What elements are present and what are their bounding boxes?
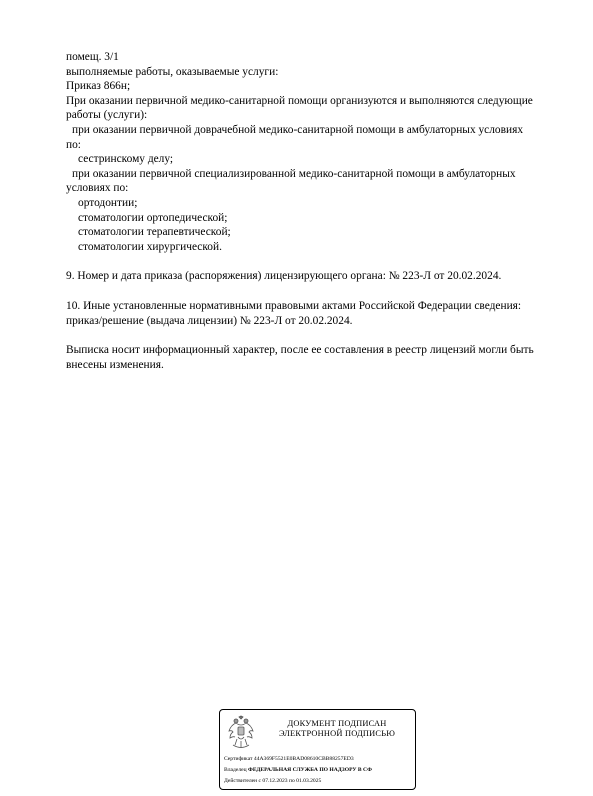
nursing-item: сестринскому делу; — [78, 153, 174, 166]
works-heading: выполняемые работы, оказываемые услуги: — [66, 65, 279, 78]
dovrach-item-line-2: по: — [66, 138, 81, 151]
document-body — [66, 50, 566, 372]
item-10-line-1: 10. Иные установленные нормативными правовыми актами Российской Федерации сведения: — [66, 299, 522, 312]
specialty-item: стоматологии ортопедической; — [78, 211, 228, 224]
specialty-item: стоматологии хирургической. — [78, 240, 222, 253]
dovrach-item-line-1: при оказании первичной доврачебной медико-санитарной помощи в амбулаторных условиях — [72, 123, 524, 136]
special-item-line-1: при оказании первичной специализированной медико-санитарной помощи в амбулаторных — [72, 167, 516, 180]
certificate-value: 44A369F5521E0BAD08610CBB88257ED3 — [253, 756, 354, 762]
stamp-title — [262, 719, 412, 739]
specialty-item: ортодонтии; — [78, 196, 138, 209]
specialty-item: стоматологии терапевтической; — [78, 226, 231, 239]
item-10-line-2: приказ/решение (выдача лицензии) № 223-Л от 20.02.2024. — [66, 314, 353, 327]
address-line: помещ. 3/1 — [66, 51, 119, 63]
item-9: 9. Номер и дата приказа (распоряжения) лицензирующего органа: № 223-Л от 20.02.2024. — [66, 270, 502, 283]
note-line-1: Выписка носит информационный характер, после ее составления в реестр лицензий могли быть — [66, 344, 534, 357]
certificate-line — [224, 756, 354, 763]
stamp-title-line-1: ДОКУМЕНТ ПОДПИСАН — [287, 719, 387, 728]
order-line: Приказ 866н; — [66, 80, 131, 93]
stamp-title-line-2: ЭЛЕКТРОННОЙ ПОДПИСЬЮ — [278, 729, 396, 738]
owner-line — [224, 767, 372, 774]
special-item-line-2: условиях по: — [66, 182, 129, 195]
owner-label: Владелец — [224, 767, 247, 773]
note-line-2: внесены изменения. — [66, 358, 164, 371]
certificate-label: Сертификат — [224, 756, 253, 762]
double-headed-eagle-emblem-icon — [227, 715, 255, 751]
services-intro-line-2: работы (услуги): — [66, 109, 148, 122]
services-intro-line-1: При оказании первичной медико-санитарной помощи организуются и выполняются следующие — [66, 94, 533, 107]
electronic-signature-stamp — [219, 709, 416, 790]
validity-line: Действителен с 07.12.2023 по 01.03.2025 — [224, 778, 322, 784]
owner-value: ФЕДЕРАЛЬНАЯ СЛУЖБА ПО НАДЗОРУ В СФ — [248, 767, 372, 773]
